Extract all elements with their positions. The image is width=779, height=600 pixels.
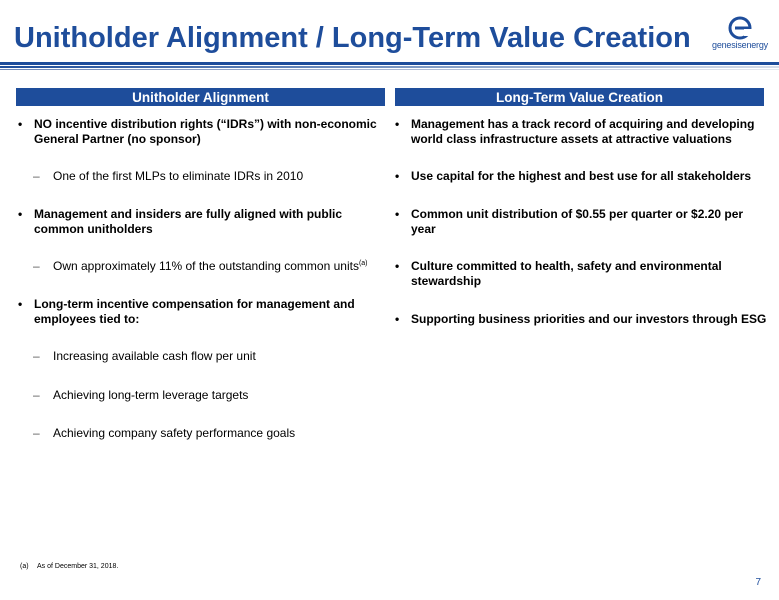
- left-bullet-incentive-comp: [18, 297, 383, 327]
- bullet-marker: •: [395, 117, 400, 131]
- company-logo: [705, 16, 775, 56]
- dash-marker: –: [33, 426, 40, 440]
- bullet-marker: •: [395, 207, 400, 221]
- sub-text: Own approximately 11% of the outstanding common units: [53, 259, 359, 273]
- right-bullet-distribution: [395, 207, 765, 237]
- footnote-label: (a): [20, 563, 29, 570]
- right-bullet-capital: [395, 169, 765, 184]
- bullet-marker: •: [395, 169, 400, 183]
- bullet-marker: •: [18, 117, 23, 131]
- right-bullet-culture: [395, 259, 765, 289]
- left-column-header: Unitholder Alignment: [16, 88, 385, 106]
- left-sub-cash-flow: [33, 349, 383, 364]
- sub-text: One of the first MLPs to eliminate IDRs in 2010: [53, 169, 304, 183]
- genesis-e-logo-icon: [705, 16, 775, 40]
- left-sub-ownership: [33, 259, 383, 274]
- dash-marker: –: [33, 169, 40, 183]
- logo-wordmark: genesisenergy: [712, 40, 768, 50]
- footnote-text: As of December 31, 2018.: [37, 563, 119, 570]
- dash-marker: –: [33, 259, 40, 273]
- right-bullet-track-record: [395, 117, 765, 147]
- footnote: [20, 563, 118, 570]
- bullet-text: Use capital for the highest and best use for all stakeholders: [411, 169, 752, 183]
- bullet-text: Supporting business priorities and our investors through ESG: [411, 312, 767, 326]
- bullet-marker: •: [18, 207, 23, 221]
- left-bullet-management-aligned: [18, 207, 383, 237]
- bullet-text: NO incentive distribution rights (“IDRs”) with non-economic General Partner (no sponsor): [34, 117, 377, 146]
- left-sub-leverage: [33, 388, 383, 403]
- dash-marker: –: [33, 388, 40, 402]
- bullet-text: Long-term incentive compensation for management and employees tied to:: [34, 297, 355, 326]
- page-number: 7: [755, 577, 761, 588]
- footnote-reference: (a): [358, 260, 368, 267]
- right-bullet-esg: [395, 312, 767, 327]
- bullet-marker: •: [395, 259, 400, 273]
- bullet-marker: •: [395, 312, 400, 326]
- bullet-text: Culture committed to health, safety and environmental stewardship: [411, 259, 722, 288]
- sub-text: Increasing available cash flow per unit: [53, 349, 256, 363]
- left-bullet-idrs: [18, 117, 383, 147]
- bullet-text: Management and insiders are fully aligned with public common unitholders: [34, 207, 343, 236]
- dash-marker: –: [33, 349, 40, 363]
- bullet-text: Management has a track record of acquiring and developing world class infrastructure assets at attractive valuations: [411, 117, 755, 146]
- sub-text: Achieving company safety performance goals: [53, 426, 296, 440]
- bullet-marker: •: [18, 297, 23, 311]
- bullet-text: Common unit distribution of $0.55 per quarter or $2.20 per year: [411, 207, 744, 236]
- sub-text: Achieving long-term leverage targets: [53, 388, 249, 402]
- right-column-header: Long-Term Value Creation: [395, 88, 764, 106]
- left-sub-safety: [33, 426, 383, 441]
- left-sub-eliminate-idrs: [33, 169, 383, 184]
- slide-title: Unitholder Alignment / Long-Term Value Creation: [14, 22, 691, 54]
